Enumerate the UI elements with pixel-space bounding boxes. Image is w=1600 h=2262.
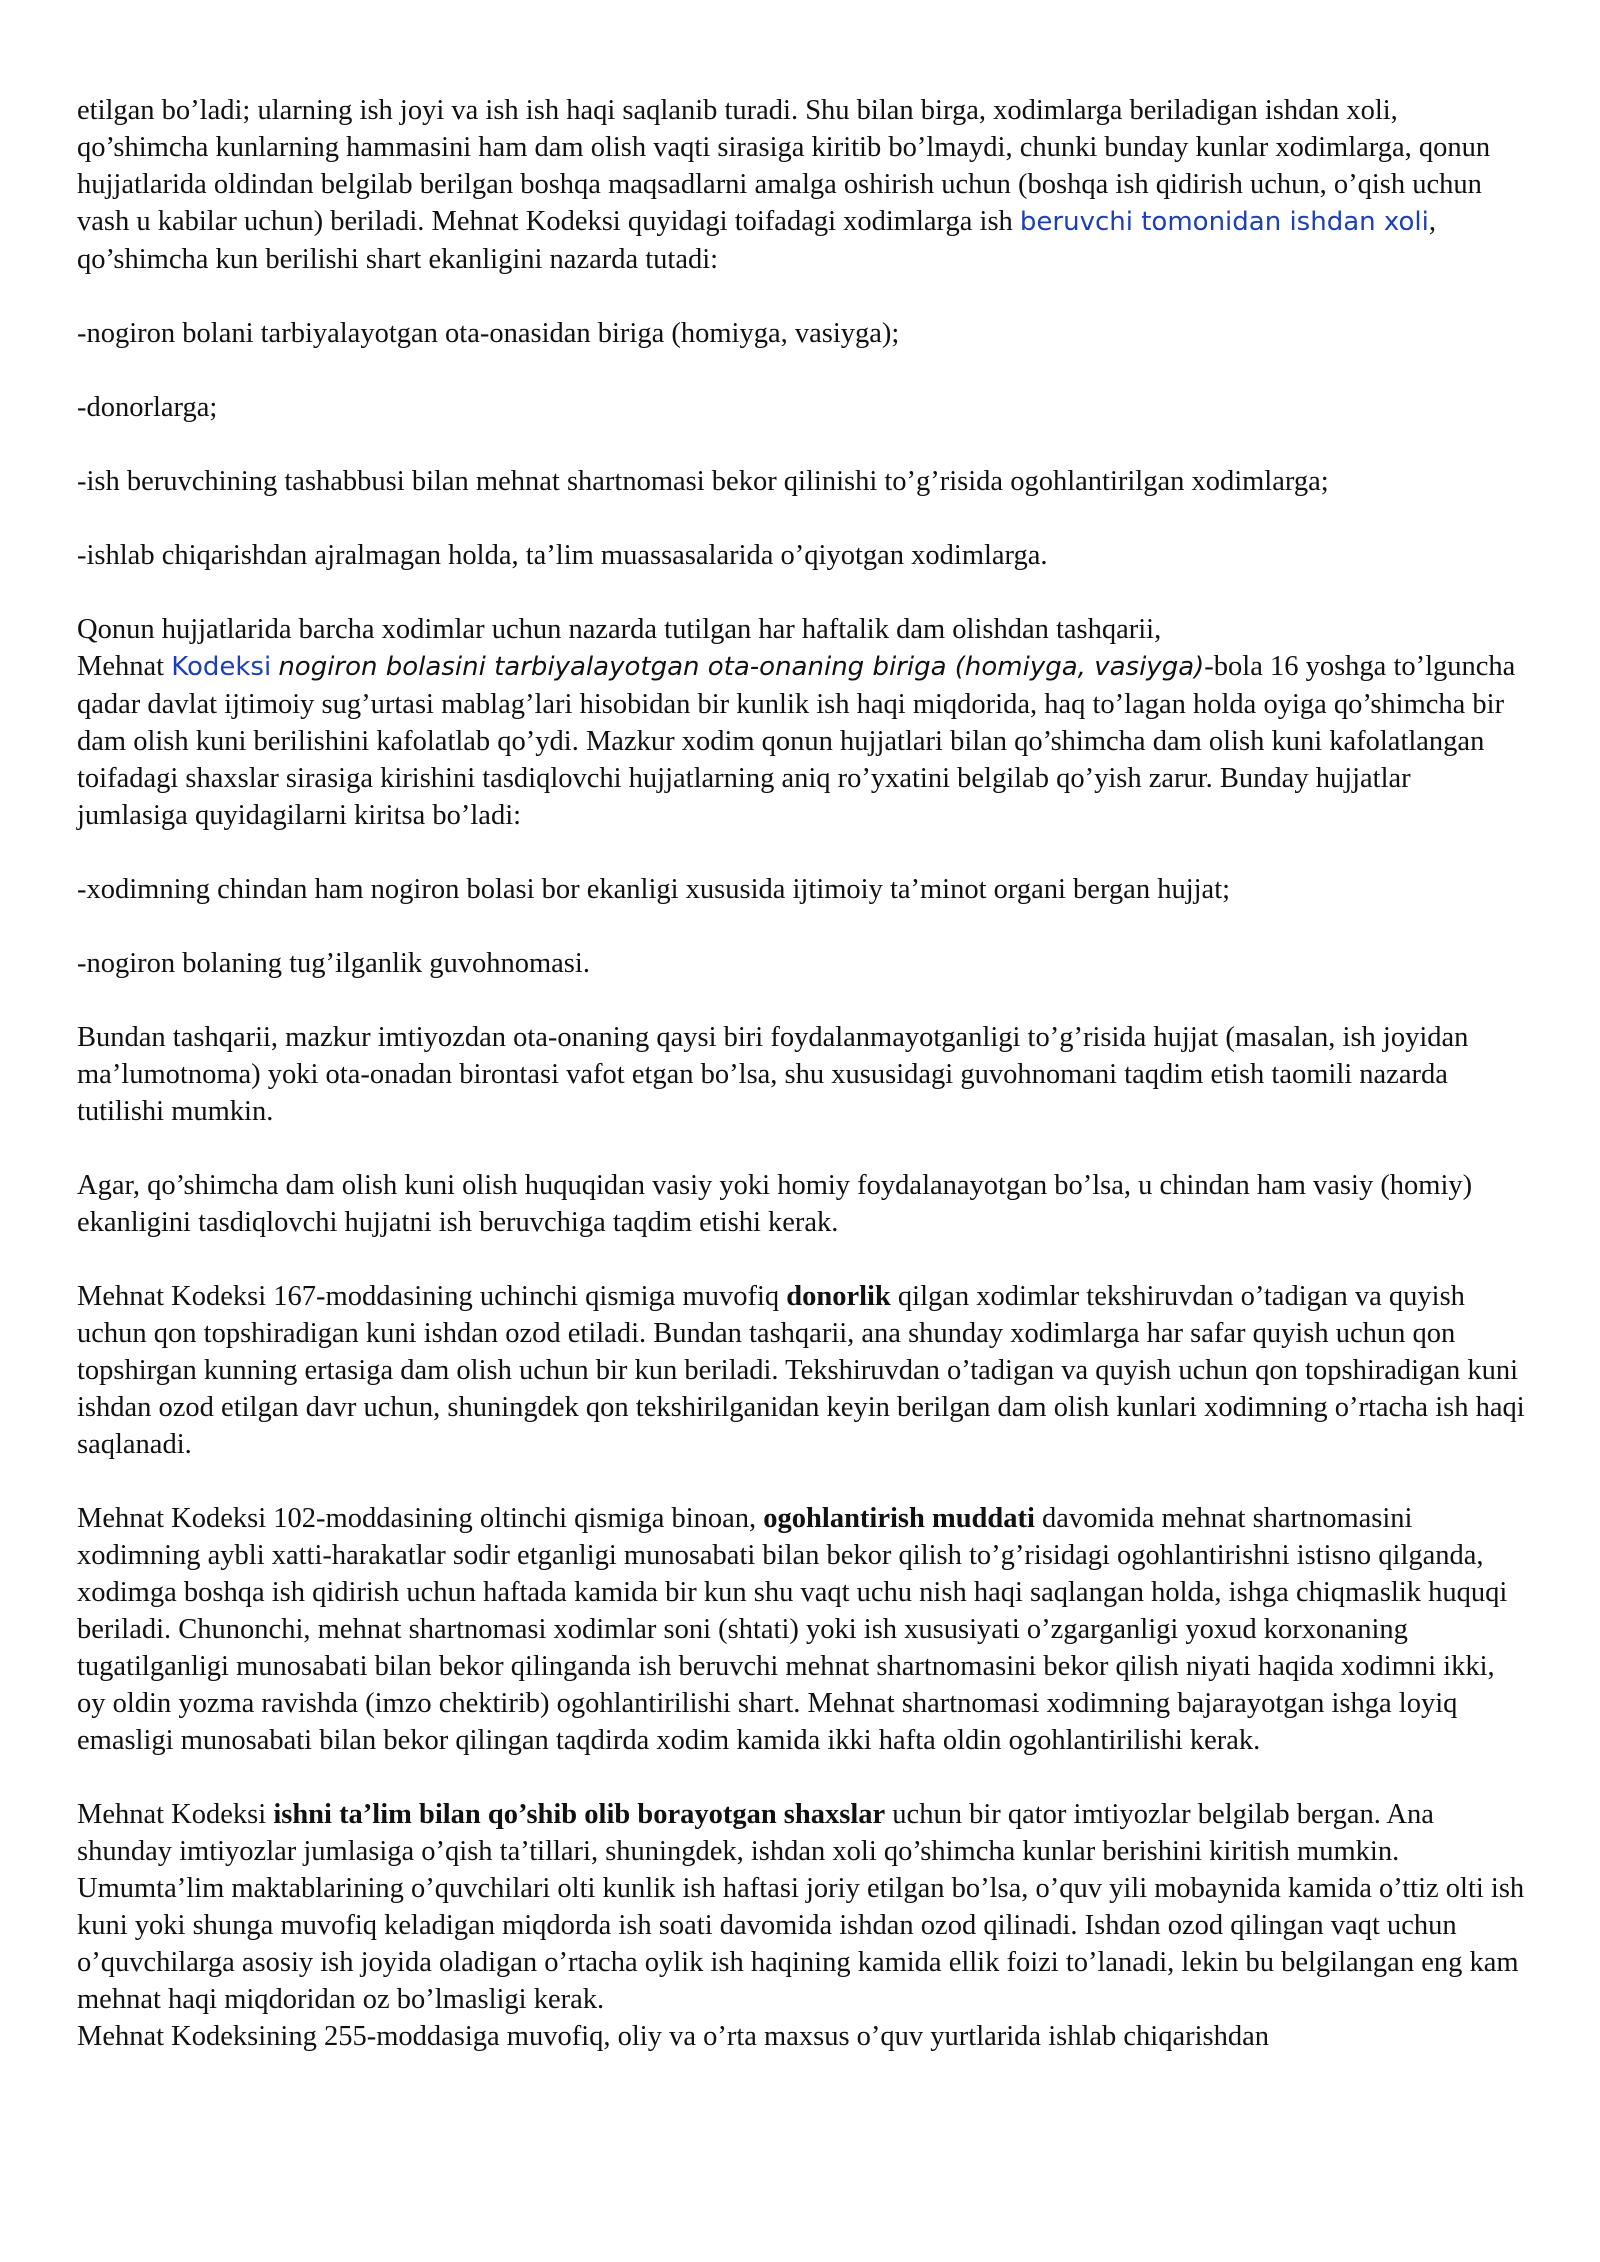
paragraph-7-bold: ishni ta’lim bilan qo’shib olib borayotgan shaxslar <box>273 1799 886 1830</box>
paragraph-7-text-a: Mehnat Kodeksi <box>77 1799 274 1830</box>
list-item-studying-employees: -ishlab chiqarishdan ajralmagan holda, ta’lim muassasalarida o’qiyotgan xodimlarga. <box>77 540 1048 571</box>
paragraph-2-text-a: Qonun hujjatlarida barcha xodimlar uchun nazarda tutilgan har haftalik dam olishdan tashqarii, <box>77 614 1162 645</box>
paragraph-4: Agar, qo’shimcha dam olish kuni olish huquqidan vasiy yoki homiy foydalanayotgan bo’lsa, u chindan ham vasiy (homiy) ekanligini tasdiqlovchi hujjatni ish beruvchiga taqdim etishi kerak. <box>77 1170 1473 1238</box>
list-item-social-document: -xodimning chindan ham nogiron bolasi bor ekanligi xususida ijtimoiy ta’minot organi bergan hujjat; <box>77 874 1231 905</box>
paragraph-5-text-b: qilgan xodimlar tekshiruvdan o’tadigan va quyish uchun qon topshiradigan kuni ishdan ozod etiladi. Bundan tashqarii, ana shunday xodimlarga har safar quyish uchun qon topshirgan kunning ertasiga dam olish uchun bir kun beriladi. Tekshiruvdan o’tadigan va quyish uchun qon topshiradigan kuni ishdan ozod etilgan davr uchun, shuningdek qon tekshirilganidan keyin berilgan dam olish kunlari xodimning o’rtacha ish haqi saqlanadi. <box>77 1281 1525 1460</box>
document-page <box>77 92 1527 2092</box>
paragraph-2-italic: nogiron bolasini tarbiyalayotgan ota-onaning biriga (homiyga, vasiyga) <box>278 652 1205 682</box>
paragraph-5 <box>77 1278 1527 1463</box>
paragraph-2-text-d: -bola 16 yoshga to’lguncha qadar davlat ijtimoiy sug’urtasi mablag’lari hisobidan bir kunlik ish haqi miqdorida, haq to’lagan holda oyiga qo’shimcha bir dam olish kuni berilishini kafolatlab qo’ydi. Mazkur xodim qonun hujjatlari bilan qo’shimcha dam olish kuni kafolatlangan toifadagi shaxslar sirasiga kirishini tasdiqlovchi hujjatlarning aniq ro’yxatini belgilab qo’yish zarur. Bunday hujjatlar jumlasiga quyidagilarni kiritsa bo’ladi: <box>77 651 1516 831</box>
paragraph-5-bold: donorlik <box>786 1281 891 1312</box>
paragraph-6 <box>77 1500 1527 1759</box>
paragraph-2 <box>77 611 1527 834</box>
paragraph-6-text-a: Mehnat Kodeksi 102-moddasining oltinchi qismiga binoan, <box>77 1503 764 1534</box>
paragraph-3: Bundan tashqarii, mazkur imtiyozdan ota-onaning qaysi biri foydalanmayotganligi to’g’risida hujjat (masalan, ish joyidan ma’lumotnoma) yoki ota-onadan birontasi vafot etgan bo’lsa, shu xususidagi guvohnomani taqdim etish taomili nazarda tutilishi mumkin. <box>77 1022 1469 1127</box>
list-item-donors: -donorlarga; <box>77 392 218 423</box>
paragraph-6-bold: ogohlantirish muddati <box>763 1503 1035 1534</box>
list-item-warned-employees: -ish beruvchining tashabbusi bilan mehnat shartnomasi bekor qilinishi to’g’risida ogohlantirilgan xodimlarga; <box>77 466 1329 497</box>
list-item-disabled-child-parent: -nogiron bolani tarbiyalayotgan ota-onasidan biriga (homiyga, vasiyga); <box>77 318 900 349</box>
paragraph-7-text-b: uchun bir qator imtiyozlar belgilab bergan. Ana shunday imtiyozlar jumlasiga o’qish ta’tillari, shuningdek, ishdan xoli qo’shimcha kunlar berishini kiritish mumkin. Umumta’lim maktablarining o’quvchilari olti kunlik ish haftasi joriy etilgan bo’lsa, o’quv yili mobaynida kamida o’ttiz olti ish kuni yoki shunga muvofiq keladigan miqdorda ish soati davomida ishdan ozod qilinadi. Ishdan ozod qilingan vaqt uchun o’quvchilarga asosiy ish joyida oladigan o’rtacha oylik ish haqining kamida ellik foizi to’lanadi, lekin bu belgilangan eng kam mehnat haqi miqdoridan oz bo’lmasligi kerak. <box>77 1799 1525 2015</box>
paragraph-7 <box>77 1796 1527 2055</box>
paragraph-5-text-a: Mehnat Kodeksi 167-moddasining uchinchi qismiga muvofiq <box>77 1281 787 1312</box>
list-item-birth-certificate: -nogiron bolaning tug’ilganlik guvohnomasi. <box>77 948 590 979</box>
paragraph-6-text-b: davomida mehnat shartnomasini xodimning aybli xatti-harakatlar sodir etganligi munosabati bilan bekor qilish to’g’risidagi ogohlantirishni istisno qilganda, xodimga boshqa ish qidirish uchun haftada kamida bir kun shu vaqt uchu nish haqi saqlangan holda, ishga chiqmaslik huquqi beriladi. Chunonchi, mehnat shartnomasi xodimlar soni (shtati) yoki ish xususiyati o’zgarganligi yoxud korxonaning tugatilganligi munosabati bilan bekor qilinganda ish beruvchi mehnat shartnomasini bekor qilish niyati haqida xodimni ikki, oy oldin yozma ravishda (imzo chektirib) ogohlantirilishi shart. Mehnat shartnomasi xodimning bajarayotgan ishga loyiq emasligi munosabati bilan bekor qilingan taqdirda xodim kamida ikki hafta oldin ogohlantirilishi kerak. <box>77 1503 1508 1756</box>
employer-leave-link[interactable]: beruvchi tomonidan ishdan xoli <box>1019 207 1429 237</box>
codex-link[interactable]: Kodeksi <box>171 652 272 682</box>
paragraph-7-text-c: Mehnat Kodeksining 255-moddasiga muvofiq, oliy va o’rta maxsus o’quv yurtlarida ishlab chiqarishdan <box>77 2021 1270 2052</box>
paragraph-1-text-a: etilgan bo’ladi; ularning ish joyi va ish ish haqi saqlanib turadi. Shu bilan birga, xodimlarga beriladigan ishdan xoli, qo’shimcha kunlarning hammasini ham dam olish vaqti sirasiga kiritib bo’lmaydi, chunki bunday kunlar xodimlarga, qonun hujjatlarida oldindan belgilab berilgan boshqa maqsadlarni amalga oshirish uchun (boshqa ish qidirish uchun, o’qish uchun vash u kabilar uchun) beriladi. Mehnat Kodeksi quyidagi toifadagi xodimlarga ish <box>77 95 1491 237</box>
paragraph-1 <box>77 92 1527 278</box>
paragraph-2-text-b: Mehnat <box>77 651 172 682</box>
paragraph-1-text-b: , qo’shimcha kun berilishi shart ekanligini nazarda tutadi: <box>77 206 1436 275</box>
